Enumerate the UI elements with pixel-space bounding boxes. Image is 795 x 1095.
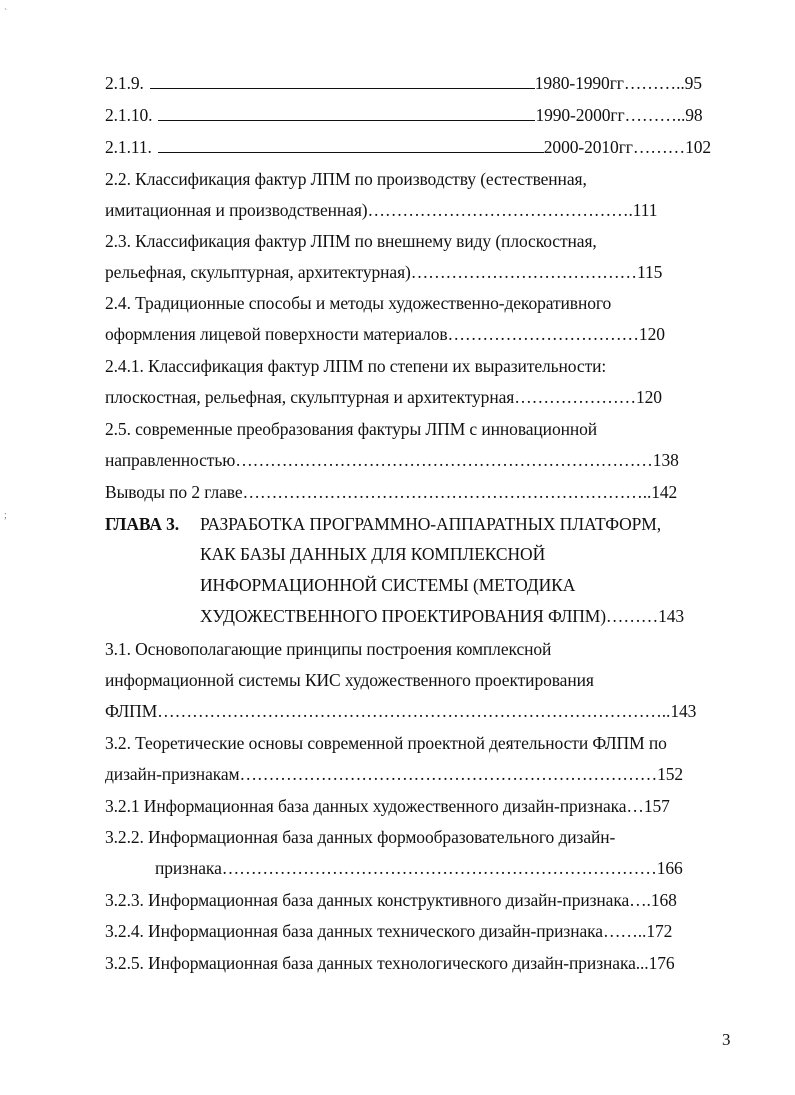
blank-underline [158,138,544,153]
toc-entry-conclusions-2: Выводы по 2 главе……………………………………………………………..142 [105,482,678,502]
toc-entry-2-5-line1: 2.5. современные преобразования фактуры ЛПМ с инновационной [105,419,598,439]
toc-chapter-3-title-line3: ИНФОРМАЦИОННОЙ СИСТЕМЫ (МЕТОДИКА [200,575,576,595]
toc-entry-2-3-line2: рельефная, скульптурная, архитектурная)…………………………………115 [105,262,663,282]
toc-entry-3-2-line1: 3.2. Теоретические основы современной проектной деятельности ФЛПМ по [105,733,667,753]
toc-entry-2-4-1-line2: плоскостная, рельефная, скульптурная и архитектурная…………………120 [105,387,662,407]
toc-entry-2-1-11: 2.1.11. 2000-2010гг………102 [105,137,712,157]
toc-entry-3-2-1: 3.2.1 Информационная база данных художественного дизайн-признака…157 [105,796,670,816]
toc-entry-2-1-9: 2.1.9. 1980-1990гг………..95 [105,73,702,93]
toc-entry-2-5-line2: направленностью………………………………………………………………138 [105,450,679,470]
toc-entry-2-2-line1: 2.2. Классификация фактур ЛПМ по производству (естественная, [105,169,587,189]
blank-underline [158,106,535,121]
toc-entry-3-2-4: 3.2.4. Информационная база данных технического дизайн-признака……..172 [105,921,673,941]
toc-entry-2-2-line2: имитационная и производственная)……………………………………….111 [105,200,658,220]
blank-underline [150,74,535,89]
toc-entry-3-2-2-line2: признака…………………………………………………………………166 [155,858,683,878]
toc-entry-3-2-line2: дизайн-признакам………………………………………………………………152 [105,764,684,784]
toc-chapter-3-label: ГЛАВА 3. [105,514,180,534]
toc-entry-2-4-line1: 2.4. Традиционные способы и методы художественно-декоративного [105,293,612,313]
scan-speck: ; [4,510,7,521]
toc-entry-3-1-line1: 3.1. Основополагающие принципы построения комплексной [105,639,552,659]
toc-entry-3-2-2-line1: 3.2.2. Информационная база данных формообразовательного дизайн- [105,827,616,847]
toc-chapter-3-title-line2: КАК БАЗЫ ДАННЫХ ДЛЯ КОМПЛЕКСНОЙ [200,544,546,564]
toc-chapter-3-title-line4: ХУДОЖЕСТВЕННОГО ПРОЕКТИРОВАНИЯ ФЛПМ)………143 [200,606,685,626]
toc-entry-2-4-line2: оформления лицевой поверхности материалов……………………………120 [105,324,665,344]
toc-entry-3-1-line2: информационной системы КИС художественного проектирования [105,670,594,690]
page-number: 3 [722,1030,731,1049]
toc-entry-2-1-10: 2.1.10. 1990-2000гг………..98 [105,105,703,125]
toc-chapter-3-title-line1: РАЗРАБОТКА ПРОГРАММНО-АППАРАТНЫХ ПЛАТФОРМ, [200,514,662,534]
toc-entry-2-4-1-line1: 2.4.1. Классификация фактур ЛПМ по степени их выразительности: [105,356,607,376]
toc-entry-2-3-line1: 2.3. Классификация фактур ЛПМ по внешнему виду (плоскостная, [105,231,597,251]
scan-speck: ` [4,8,8,19]
toc-entry-3-2-3: 3.2.3. Информационная база данных конструктивного дизайн-признака….168 [105,890,677,910]
toc-entry-3-2-5: 3.2.5. Информационная база данных технологического дизайн-признака...176 [105,953,675,973]
toc-entry-3-1-line3: ФЛПМ……………………………………………………………………………..143 [105,701,697,721]
